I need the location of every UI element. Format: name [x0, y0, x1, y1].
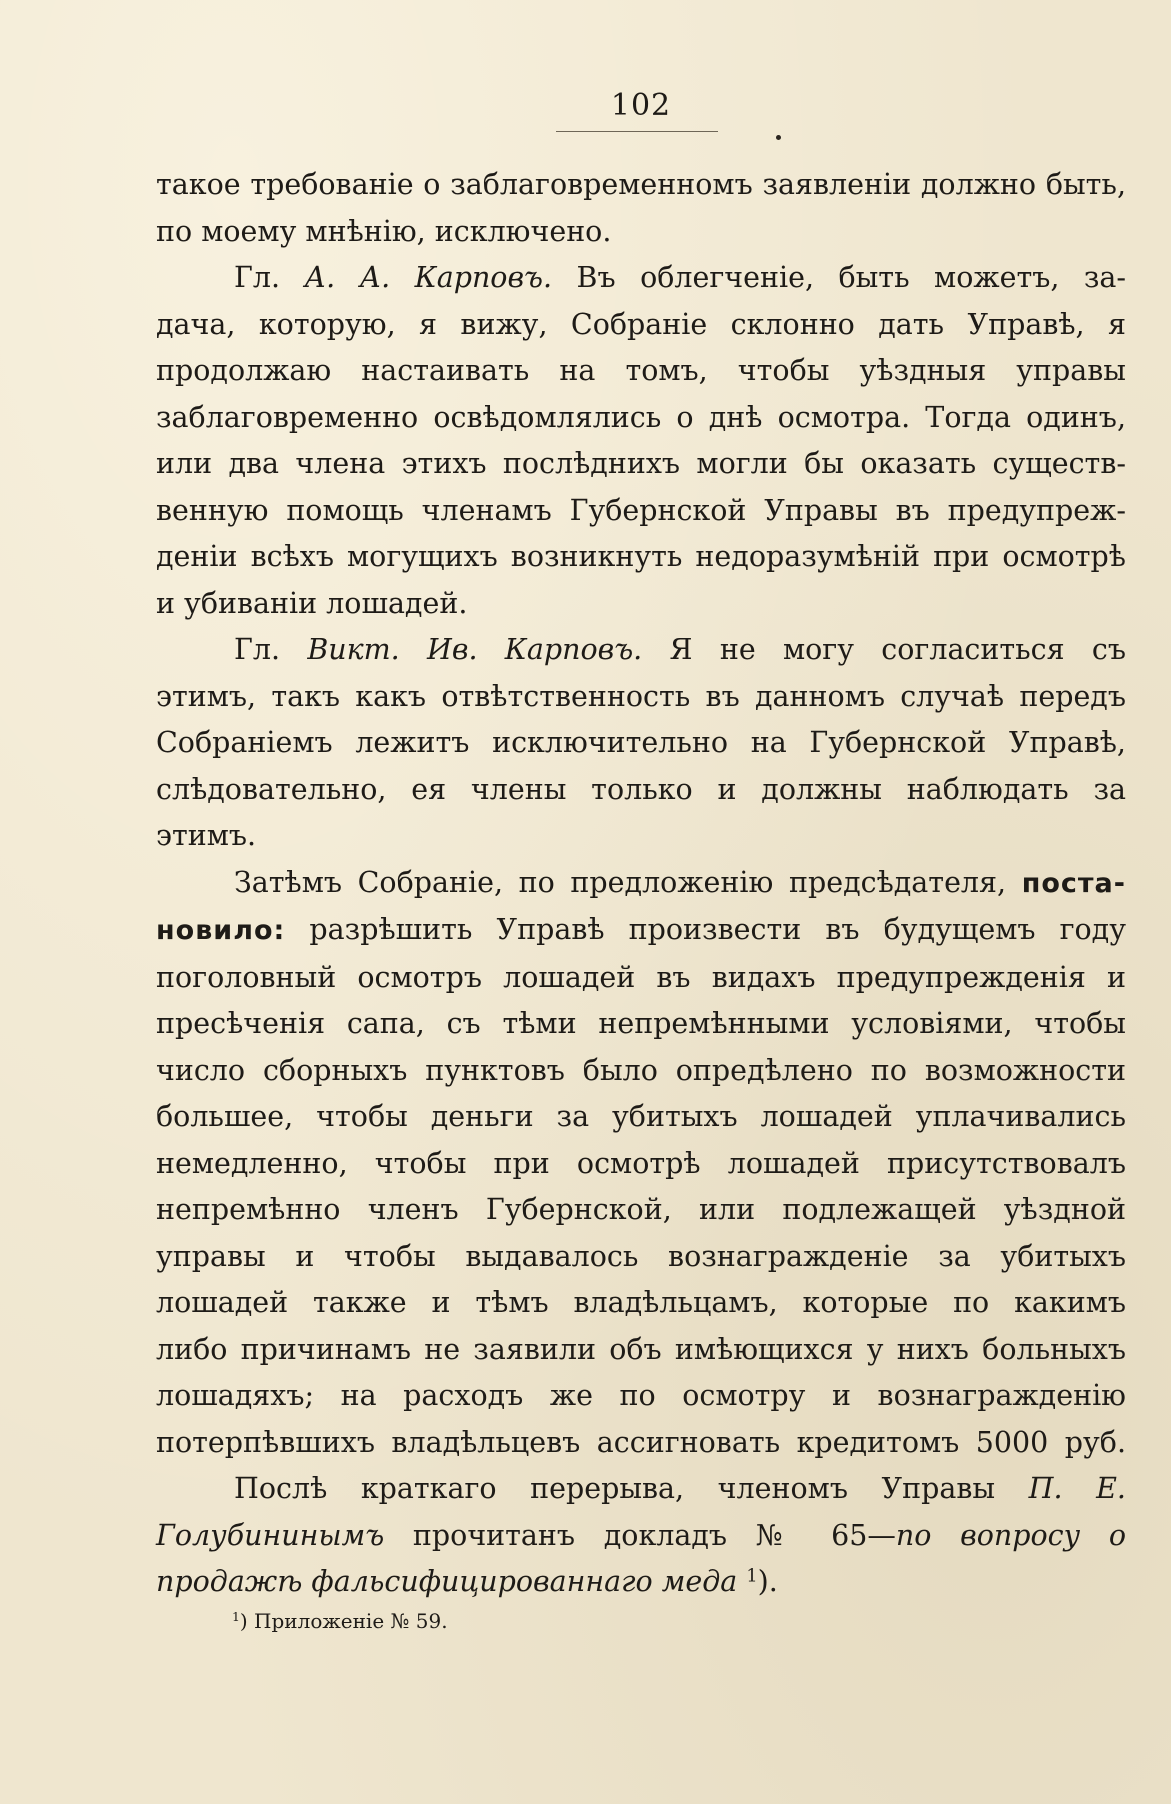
- text-run: большее, чтобы деньги за убитыхъ лошадей уплачивались: [156, 1100, 1126, 1133]
- text-run: разрѣшить Управѣ произвести въ будущемъ году: [285, 913, 1126, 946]
- text-run: ).: [757, 1565, 778, 1598]
- text-line: [156, 674, 1126, 721]
- text-line: [156, 581, 1126, 628]
- text-run: Я не могу согласиться съ: [642, 633, 1126, 666]
- page-number: 102: [610, 88, 672, 123]
- text-run: Гл.: [234, 261, 305, 294]
- text-line: [156, 1420, 1126, 1467]
- text-run: число сборныхъ пунктовъ было опредѣлено по возможности: [156, 1053, 1126, 1087]
- text-run: поголовный осмотръ лошадей въ видахъ предупрежденія и: [156, 960, 1126, 994]
- text-line: [156, 860, 1126, 908]
- text-run: Въ облегченіе, быть можетъ, за-: [552, 261, 1127, 294]
- footnote: [232, 1607, 448, 1635]
- text-line: [156, 1373, 1126, 1420]
- text-line: [156, 1141, 1126, 1188]
- text-line: [156, 813, 1126, 860]
- footnote-text: ) Приложеніе № 59.: [239, 1609, 448, 1633]
- text-run: лошадей также и тѣмъ владѣльцамъ, которые по какимъ: [156, 1286, 1126, 1319]
- text-line: [156, 1513, 1126, 1560]
- text-line: [156, 1280, 1126, 1327]
- footnote-marker: 1: [232, 1609, 240, 1625]
- text-line: [156, 1187, 1126, 1234]
- text-line: [156, 907, 1126, 955]
- italic-name: А. А. Карповъ.: [304, 261, 553, 294]
- ink-speck: [776, 135, 781, 140]
- text-run: этимъ, такъ какъ отвѣтственность въ данномъ случаѣ передъ: [156, 679, 1126, 713]
- text-line: [156, 395, 1126, 442]
- text-run: дача, которую, я вижу, Собраніе склонно дать Управѣ, я: [156, 307, 1126, 341]
- text-run: Послѣ краткаго перерыва, членомъ Управы: [234, 1472, 1029, 1505]
- text-run: лошадяхъ; на расходъ же по осмотру и вознагражденію: [156, 1379, 1126, 1412]
- text-run: по моему мнѣнію, исключено.: [156, 214, 612, 248]
- text-run: продолжаю настаивать на томъ, чтобы уѣздныя управы: [156, 354, 1126, 387]
- text-line: [156, 162, 1126, 209]
- text-line: [156, 1234, 1126, 1281]
- text-run: непремѣнно членъ Губернской, или подлежащей уѣздной: [156, 1193, 1126, 1226]
- text-run: этимъ.: [156, 819, 257, 852]
- header-rule: [556, 131, 718, 132]
- body-text: [156, 162, 1126, 1606]
- text-line: [156, 488, 1126, 535]
- text-run: управы и чтобы выдавалось вознагражденіе за убитыхъ: [156, 1239, 1126, 1273]
- text-line: [156, 1048, 1126, 1095]
- text-run: слѣдовательно, ея члены только и должны наблюдать за: [156, 772, 1126, 806]
- italic-name: по вопросу о: [895, 1518, 1126, 1552]
- text-run: потерпѣвшихъ владѣльцевъ ассигновать кредитомъ 5000 руб.: [156, 1425, 1126, 1459]
- text-run: Гл.: [234, 633, 308, 666]
- text-line: [156, 955, 1126, 1002]
- text-line: [156, 534, 1126, 581]
- footnote-reference: 1: [746, 1566, 758, 1587]
- text-line: [156, 302, 1126, 349]
- text-line: [156, 1001, 1126, 1048]
- text-run: заблаговременно освѣдомлялись о днѣ осмотра. Тогда одинъ,: [156, 400, 1126, 434]
- text-run: прочитанъ докладъ № 65—: [384, 1518, 896, 1552]
- italic-name: П. Е.: [1028, 1472, 1126, 1505]
- text-line: [156, 1327, 1126, 1374]
- text-line: [156, 348, 1126, 395]
- text-line: [156, 255, 1126, 302]
- italic-name: Голубининымъ: [156, 1518, 385, 1552]
- italic-name: продажѣ фальсифицированнаго меда: [156, 1565, 738, 1598]
- emphasis-text: поста-: [1021, 867, 1126, 899]
- text-line: [156, 1466, 1126, 1513]
- text-run: пресѣченія сапа, съ тѣми непремѣнными условіями, чтобы: [156, 1007, 1126, 1040]
- text-run: такое требованіе о заблаговременномъ заявленіи должно быть,: [156, 168, 1126, 201]
- text-run: или два члена этихъ послѣднихъ могли бы оказать существ-: [156, 447, 1126, 480]
- text-line: [156, 720, 1126, 767]
- text-line: [156, 1094, 1126, 1141]
- italic-name: Викт. Ив. Карповъ.: [307, 633, 643, 666]
- text-run: немедленно, чтобы при осмотрѣ лошадей присутствовалъ: [156, 1146, 1126, 1180]
- text-line: [156, 627, 1126, 674]
- text-run: деніи всѣхъ могущихъ возникнуть недоразумѣній при осмотрѣ: [156, 540, 1126, 573]
- text-run: и убиваніи лошадей.: [156, 586, 468, 620]
- text-run: Собраніемъ лежитъ исключительно на Губернской Управѣ,: [156, 726, 1126, 759]
- emphasis-text: новило:: [156, 915, 286, 946]
- text-line: [156, 441, 1126, 488]
- text-line: [156, 767, 1126, 814]
- text-run: венную помощь членамъ Губернской Управы въ предупреж-: [156, 493, 1126, 527]
- text-run: Затѣмъ Собраніе, по предложенію предсѣдателя,: [234, 865, 1022, 899]
- text-run: [737, 1565, 746, 1598]
- text-line: [156, 209, 1126, 256]
- text-line: [156, 1559, 1126, 1606]
- text-run: либо причинамъ не заявили объ имѣющихся у нихъ больныхъ: [156, 1332, 1126, 1366]
